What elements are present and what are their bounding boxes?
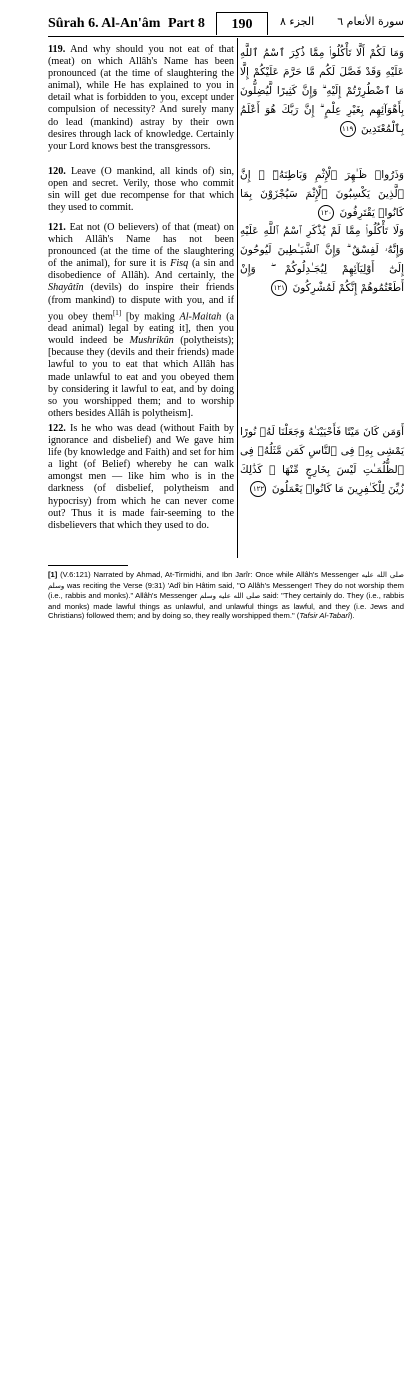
footnote-rule <box>48 565 128 566</box>
verse-number: 119. <box>48 44 66 55</box>
salutation-arabic: صلى الله عليه وسلم <box>199 592 261 601</box>
page-number: 190 <box>216 12 268 35</box>
verse-text-part: (polytheists); [because they (devils and their friends) made lawful to you to eat that which Allâh has made unlawful to eat and you obeyed them by considering it lawful to eat, and by doing so you worshipped them; and to worship others besides Allâh is polytheism]. <box>48 335 235 419</box>
term-al-maitah: Al-Maitah <box>179 311 222 323</box>
term-shayatin: Shayâtîn <box>48 282 84 294</box>
verse-119-english <box>48 44 234 153</box>
footnote-text: ). <box>349 611 355 621</box>
verse-text-part: Eat not (O believers) of that (meat) on which Allâh's Name has not been pronounced (at the time of the slaughtering of the animal), for sure it is <box>48 222 234 270</box>
verse-122-arabic <box>240 423 404 499</box>
arabic-text: أَوَمَن كَانَ مَيْتًا فَأَحْيَيْنَـٰهُ وَجَعَلْنَا لَهُۥ نُورًا يَمْشِى بِهِۦ فِى ٱلنَّاسِ كَمَن مَّثَلُهُۥ فِى ٱلظُّلُمَـٰتِ لَيْسَ بِخَارِجٍ مِّنْهَا ۚ كَذَٰلِكَ زُيِّنَ لِلْكَـٰفِرِينَ مَا كَانُوا۟ يَعْمَلُونَ <box>240 426 404 495</box>
verse-number: 122. <box>48 423 66 434</box>
arabic-juz-label: الجزء ٨ <box>280 15 315 28</box>
verse-text-part: (a dead animal) legal by eating it], then you would indeed be <box>48 311 234 347</box>
verse-text-part: [by making <box>121 311 180 323</box>
ayah-end-marker: ١٢١ <box>271 280 287 296</box>
arabic-text: وَلَا تَأْكُلُوا۟ مِمَّا لَمْ يُذْكَرِ ٱسْمُ ٱللَّهِ عَلَيْهِ وَإِنَّهُۥ لَفِسْقٌ ۗ وَإِنَّ ٱلشَّيَـٰطِينَ لَيُوحُونَ إِلَىٰٓ أَوْلِيَآئِهِمْ لِيُجَـٰدِلُوكُمْ ۖ وَإِنْ أَطَعْتُمُوهُمْ إِنَّكُمْ لَمُشْرِكُونَ <box>240 225 404 294</box>
verse-122-english <box>48 423 234 532</box>
arabic-text: وَذَرُوا۟ ظَـٰهِرَ ٱلْإِثْمِ وَبَاطِنَهُۥٓ ۚ إِنَّ ٱلَّذِينَ يَكْسِبُونَ ٱلْإِثْمَ سَيُجْزَوْنَ بِمَا كَانُوا۟ يَقْتَرِفُونَ <box>240 169 404 219</box>
footnote <box>48 570 404 621</box>
ayah-end-marker: ١٢٠ <box>318 205 334 221</box>
footnote-text: said: "They certainly do. They (i.e., rabbis and monks) made lawful things as unlawful, and unlawful things as lawful, and they (i.e. Jews and Christians) followed them; and by doing so, they really worshipped them." ( <box>48 591 404 621</box>
arabic-surah-title: سورة الأنعام ٦ <box>337 15 404 28</box>
verse-121-arabic <box>240 222 404 298</box>
verse-text-part: (devils) do inspire their friends (from mankind) to dispute with you, and if you obey them <box>48 282 234 323</box>
verse-text: Is he who was dead (without Faith by ignorance and disbelief) and We gave him life (by knowledge and Faith) and set for him a light (of Belief) whereby he can walk amongst men — like him who is in the darkness (of disbelief, polytheism and hypocrisy) from which he can never come out? Thus it is made fair-seeming to the disbelievers that which they used to do. <box>48 423 235 531</box>
verse-119-arabic <box>240 44 404 139</box>
term-mushrikun: Mushrikûn <box>129 335 174 347</box>
arabic-text: وَمَا لَكُمْ أَلَّا تَأْكُلُوا۟ مِمَّا ذُكِرَ ٱسْمُ ٱللَّهِ عَلَيْهِ وَقَدْ فَصَّلَ لَكُم مَّا حَرَّمَ عَلَيْكُمْ إِلَّا مَا ٱضْطُرِرْتُمْ إِلَيْهِ ۗ وَإِنَّ كَثِيرًا لَّيُضِلُّونَ بِأَهْوَآئِهِم بِغَيْرِ عِلْمٍ ۗ إِنَّ رَبَّكَ هُوَ أَعْلَمُ بِٱلْمُعْتَدِينَ <box>240 47 404 135</box>
verse-text: And why should you not eat of that (meat) on which Allâh's Name has been pronounced (at the time of slaughtering the animal), while He has explained to you in detail what is forbidden to you, except under compulsion of necessity? And surely many do lead (mankind) astray by their own desires through lack of knowledge. Certainly your Lord knows best the transgressors. <box>48 44 234 152</box>
footnote-text: was reciting the Verse (9:31) 'Adî bin Hâtim said, "O Allâh's Messenger! They do not worship them (i.e., rabbis and monks)." Allâh's Messenger <box>48 580 404 601</box>
footnote-ref[interactable]: [1] <box>112 308 122 317</box>
footnote-text: (V.6:121) Narrated by Ahmad, At-Tirmidhi, and Ibn Jarîr: Once while Allâh's Messenger <box>57 570 362 579</box>
verse-text: Leave (O mankind, all kinds of) sin, open and secret. Verily, those who commit sin will get due recompense for that which they used to commit. <box>48 166 234 214</box>
term-fisq: Fisq <box>170 258 189 270</box>
ayah-end-marker: ١١٩ <box>340 121 356 137</box>
footnote-marker: [1] <box>48 570 58 579</box>
verse-120-arabic <box>240 166 404 223</box>
column-divider <box>237 38 238 558</box>
salutation-arabic: صلى الله عليه وسلم <box>48 571 404 590</box>
verse-text-part: (a sin and disobedience of Allâh). And certainly, the <box>48 258 234 282</box>
verse-number: 121. <box>48 222 66 233</box>
verse-120-english <box>48 166 234 214</box>
verse-number: 120. <box>48 166 66 177</box>
page-header <box>48 10 404 37</box>
ayah-end-marker: ١٢٢ <box>250 481 266 497</box>
footnote-source: Tafsir Al-Tabarî <box>299 611 350 621</box>
verse-121-english <box>48 222 234 420</box>
part-label: Part 8 <box>168 16 205 31</box>
surah-title: Sûrah 6. Al-An'âm <box>48 16 161 31</box>
